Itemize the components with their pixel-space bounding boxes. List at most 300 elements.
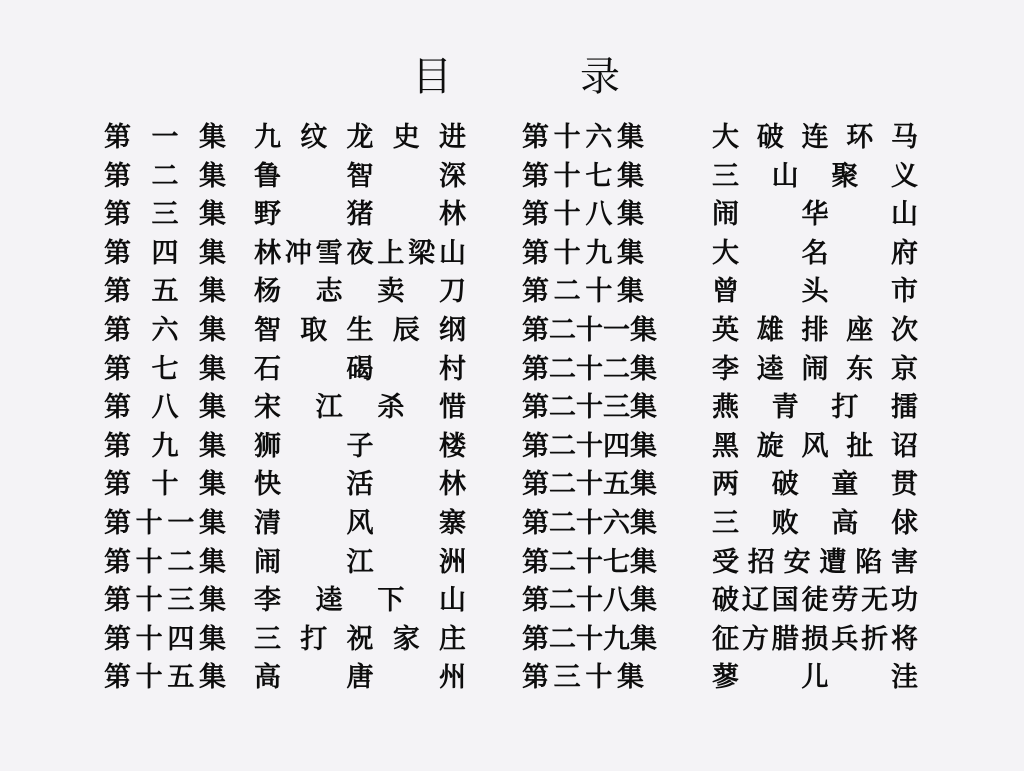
- episode-title-char: 将: [890, 623, 918, 655]
- episode-title-char: 儿: [801, 662, 829, 694]
- episode-title-char: 清: [254, 507, 281, 539]
- episode-number-char: 第: [104, 546, 131, 578]
- episode-title-char: 九: [254, 122, 281, 153]
- episode-number-char: 十: [135, 623, 163, 655]
- episode-number: [522, 505, 657, 543]
- episode-title-char: 折: [861, 623, 889, 655]
- episode-number-char: 八: [603, 585, 630, 617]
- episode-title: [254, 621, 466, 659]
- episode-title-char: 智: [254, 314, 281, 346]
- episode-title-char: 杨: [254, 276, 281, 308]
- episode-title-char: 遭: [819, 546, 847, 578]
- episode-title-char: 州: [439, 662, 466, 694]
- episode-number-char: 集: [616, 160, 644, 192]
- episode-title-char: 卖: [377, 276, 405, 308]
- episode-number-char: 二: [167, 546, 195, 578]
- episode-number-char: 集: [199, 392, 226, 424]
- episode-number-char: 第: [104, 199, 131, 231]
- episode-number-char: 三: [553, 662, 581, 694]
- episode-title-char: 害: [890, 546, 918, 578]
- episode-number-char: 集: [630, 507, 657, 539]
- episode-number-char: 二: [549, 314, 576, 346]
- episode-title-char: 杀: [377, 392, 405, 424]
- episode-title-char: 上: [377, 237, 405, 269]
- episode-number-char: 集: [630, 430, 657, 462]
- episode-number-char: 第: [104, 122, 131, 153]
- episode-title: [712, 351, 918, 389]
- episode-number-char: 第: [104, 662, 131, 694]
- episode-title-char: 东: [846, 353, 874, 385]
- episode-title-char: 取: [300, 314, 328, 346]
- episode-title-char: 夜: [346, 237, 374, 269]
- episode-number-char: 十: [576, 392, 603, 424]
- episode-number-char: 七: [585, 160, 613, 192]
- episode-title-char: 冲: [284, 237, 312, 269]
- episode-title-char: 陷: [855, 546, 883, 578]
- episode-title-char: 国: [771, 585, 799, 617]
- episode-title-char: 曾: [712, 276, 739, 308]
- episode-title-char: 打: [831, 392, 859, 424]
- episode-number-char: 集: [199, 276, 226, 308]
- episode-number: [104, 466, 226, 504]
- episode-title-char: 华: [801, 199, 829, 231]
- episode-number-char: 第: [522, 276, 549, 308]
- episode-number-char: 第: [522, 199, 549, 231]
- episode-title-char: 狮: [254, 430, 281, 462]
- episode-title-char: 青: [771, 392, 799, 424]
- episode-title-char: 环: [846, 122, 874, 153]
- episode-title-char: 闹: [801, 353, 829, 385]
- title-char-1: 目: [412, 54, 452, 100]
- episode-number-char: 集: [199, 237, 226, 269]
- episode-number: [104, 158, 226, 196]
- episode-number-char: 第: [104, 314, 131, 346]
- episode-number-char: 二: [553, 276, 581, 308]
- episode-number-char: 十: [135, 507, 163, 539]
- episode-title: [254, 273, 466, 311]
- episode-number: [104, 235, 226, 273]
- episode-number-char: 集: [198, 623, 226, 655]
- episode-title: [712, 235, 918, 273]
- episode-number-char: 集: [630, 623, 657, 655]
- episode-number-char: 第: [522, 237, 549, 269]
- episode-number-char: 二: [151, 160, 179, 192]
- episode-title-char: 石: [254, 353, 281, 385]
- episode-title-char: 擂: [890, 392, 918, 424]
- episode-title-char: 徒: [801, 585, 829, 617]
- episode-title-char: 三: [712, 507, 739, 539]
- episode-number-char: 第: [522, 469, 549, 501]
- episode-title-char: 连: [801, 122, 829, 153]
- episode-title-char: 蓼: [712, 662, 739, 694]
- episode-number-char: 集: [630, 353, 657, 385]
- episode-title-char: 两: [712, 469, 739, 501]
- episode-number-char: 十: [576, 623, 603, 655]
- episode-title: [712, 312, 918, 350]
- episode-title-char: 旋: [756, 430, 784, 462]
- episode-title: [254, 582, 466, 620]
- episode-number-char: 第: [104, 623, 131, 655]
- episode-number-char: 第: [522, 430, 549, 462]
- episode-number-char: 十: [576, 430, 603, 462]
- episode-number-char: 二: [603, 353, 630, 385]
- episode-number-char: 第: [522, 585, 549, 617]
- episode-number-char: 八: [585, 199, 613, 231]
- episode-title-char: 兵: [831, 623, 859, 655]
- episode-number-char: 第: [104, 507, 131, 539]
- episode-title-char: 纲: [439, 314, 466, 346]
- episode-number-char: 集: [199, 469, 226, 501]
- episode-title-char: 风: [801, 430, 829, 462]
- episode-number: [522, 119, 644, 157]
- episode-number: [104, 389, 226, 427]
- episode-number-char: 二: [549, 353, 576, 385]
- episode-number-char: 集: [198, 585, 226, 617]
- episode-number-char: 二: [549, 585, 576, 617]
- episode-number: [104, 544, 226, 582]
- episode-title-char: 受: [712, 546, 739, 578]
- episode-number-char: 集: [198, 546, 226, 578]
- episode-title-char: 纹: [300, 122, 328, 153]
- episode-title: [712, 505, 918, 543]
- episode-number-char: 七: [603, 546, 630, 578]
- episode-title-char: 雄: [756, 314, 784, 346]
- episode-number-char: 十: [135, 585, 163, 617]
- episode-title-char: 腊: [771, 623, 799, 655]
- episode-title-char: 高: [831, 507, 859, 539]
- episode-number-char: 四: [151, 237, 179, 269]
- episode-number: [522, 351, 657, 389]
- episode-number-char: 集: [616, 276, 644, 308]
- episode-title-char: 寨: [439, 507, 466, 539]
- episode-title-char: 招: [747, 546, 775, 578]
- episode-title-char: 贯: [890, 469, 918, 501]
- episode-title-char: 活: [346, 469, 374, 501]
- episode-number-char: 十: [576, 314, 603, 346]
- episode-title-char: 林: [254, 237, 281, 269]
- episode-title: [712, 428, 918, 466]
- episode-number-char: 十: [553, 160, 581, 192]
- episode-number: [522, 235, 644, 273]
- episode-title-char: 雪: [315, 237, 343, 269]
- episode-number-char: 九: [151, 430, 179, 462]
- episode-title-char: 志: [315, 276, 343, 308]
- episode-title-char: 智: [346, 160, 374, 192]
- episode-number: [104, 312, 226, 350]
- episode-number-char: 一: [167, 507, 195, 539]
- episode-number-char: 十: [553, 237, 581, 269]
- episode-title: [712, 158, 918, 196]
- episode-number: [104, 621, 226, 659]
- episode-number-char: 第: [104, 237, 131, 269]
- episode-title-char: 闹: [254, 546, 281, 578]
- episode-title-char: 京: [891, 353, 918, 385]
- episode-number: [104, 582, 226, 620]
- episode-number-char: 第: [522, 392, 549, 424]
- episode-title-char: 祝: [346, 623, 374, 655]
- episode-title: [712, 466, 918, 504]
- episode-number: [522, 544, 657, 582]
- episode-number-char: 三: [151, 199, 179, 231]
- episode-number-char: 第: [104, 353, 131, 385]
- episode-number-char: 二: [549, 623, 576, 655]
- episode-number-char: 十: [576, 507, 603, 539]
- episode-title-char: 无: [861, 585, 889, 617]
- episode-number-char: 十: [585, 276, 613, 308]
- episode-title-char: 江: [315, 392, 343, 424]
- episode-title-char: 深: [439, 160, 466, 192]
- episode-number-char: 集: [616, 237, 644, 269]
- episode-title-char: 名: [801, 237, 829, 269]
- episode-number-char: 集: [616, 199, 644, 231]
- episode-number: [104, 659, 226, 697]
- episode-number-char: 九: [585, 237, 613, 269]
- episode-number: [104, 351, 226, 389]
- episode-title-char: 功: [890, 585, 918, 617]
- episode-number-char: 二: [549, 546, 576, 578]
- episode-title-char: 惜: [438, 392, 466, 424]
- episode-title-char: 风: [346, 507, 374, 539]
- episode-title-char: 头: [801, 276, 829, 308]
- episode-title-char: 燕: [712, 392, 739, 424]
- episode-number-char: 集: [616, 122, 644, 153]
- episode-title-char: 宋: [254, 392, 281, 424]
- episode-number-char: 一: [151, 122, 179, 153]
- episode-number-char: 集: [630, 392, 657, 424]
- episode-title: [254, 659, 466, 697]
- episode-number-char: 第: [522, 623, 549, 655]
- episode-title-char: 唐: [346, 662, 374, 694]
- episode-title-char: 快: [254, 469, 281, 501]
- episode-number-char: 第: [104, 469, 131, 501]
- episode-number-char: 集: [630, 314, 657, 346]
- episode-number-char: 集: [199, 314, 226, 346]
- episode-number-char: 第: [522, 122, 549, 153]
- episode-title-char: 扯: [846, 430, 874, 462]
- episode-number-char: 五: [151, 276, 179, 308]
- episode-title: [254, 312, 466, 350]
- episode-title-char: 破: [771, 469, 799, 501]
- episode-number-char: 集: [630, 469, 657, 501]
- episode-title-char: 三: [712, 160, 739, 192]
- episode-title: [712, 621, 918, 659]
- episode-title: [254, 544, 466, 582]
- episode-number-char: 九: [603, 623, 630, 655]
- episode-number-char: 十: [151, 469, 179, 501]
- episode-title-char: 破: [712, 585, 739, 617]
- episode-number-char: 八: [151, 392, 179, 424]
- episode-title-char: 楼: [439, 430, 466, 462]
- episode-number-char: 第: [522, 546, 549, 578]
- episode-title-char: 李: [712, 353, 739, 385]
- episode-number-char: 三: [603, 392, 630, 424]
- episode-number: [104, 273, 226, 311]
- episode-title-char: 下: [377, 585, 405, 617]
- episode-number-char: 十: [553, 199, 581, 231]
- episode-number-char: 第: [522, 662, 549, 694]
- episode-number: [522, 659, 644, 697]
- episode-title-char: 洼: [891, 662, 918, 694]
- episode-number-char: 集: [199, 353, 226, 385]
- episode-number: [522, 196, 644, 234]
- episode-title: [254, 196, 466, 234]
- episode-number-char: 十: [135, 662, 163, 694]
- episode-title-char: 逵: [315, 585, 343, 617]
- episode-number-char: 二: [549, 392, 576, 424]
- episode-number-char: 集: [630, 585, 657, 617]
- episode-number: [522, 389, 657, 427]
- episode-title: [712, 389, 918, 427]
- episode-title: [254, 119, 466, 157]
- episode-title-char: 梁: [408, 237, 436, 269]
- episode-number-char: 十: [585, 662, 613, 694]
- episode-title-char: 辰: [392, 314, 420, 346]
- episode-number-char: 六: [585, 122, 613, 153]
- episode-title-char: 破: [756, 122, 784, 153]
- episode-title-char: 损: [801, 623, 829, 655]
- episode-number-char: 集: [199, 122, 226, 153]
- episode-title-char: 生: [346, 314, 374, 346]
- episode-title-char: 江: [346, 546, 374, 578]
- episode-title-char: 村: [439, 353, 466, 385]
- episode-title-char: 安: [783, 546, 811, 578]
- episode-title: [712, 273, 918, 311]
- episode-number-char: 集: [616, 662, 644, 694]
- episode-number-char: 六: [603, 507, 630, 539]
- episode-number-char: 二: [549, 430, 576, 462]
- episode-number-char: 五: [603, 469, 630, 501]
- episode-title-char: 鲁: [254, 160, 281, 192]
- episode-title-char: 家: [392, 623, 420, 655]
- episode-title-char: 市: [891, 276, 918, 308]
- episode-number-char: 第: [522, 353, 549, 385]
- episode-title: [712, 196, 918, 234]
- episode-title: [712, 582, 918, 620]
- episode-title: [254, 351, 466, 389]
- episode-number-char: 第: [522, 160, 549, 192]
- episode-title-char: 山: [438, 237, 466, 269]
- episode-title-char: 劳: [831, 585, 859, 617]
- episode-number-char: 三: [167, 585, 195, 617]
- episode-number-char: 集: [199, 160, 226, 192]
- episode-title-char: 辽: [741, 585, 769, 617]
- episode-number-char: 第: [522, 314, 549, 346]
- episode-number: [104, 428, 226, 466]
- episode-title-char: 碣: [346, 353, 374, 385]
- episode-number: [522, 621, 657, 659]
- episode-number-char: 集: [630, 546, 657, 578]
- episode-number-char: 六: [151, 314, 179, 346]
- episode-number-char: 十: [576, 353, 603, 385]
- episode-title-char: 庄: [439, 623, 466, 655]
- episode-title-char: 座: [846, 314, 874, 346]
- episode-number-char: 二: [549, 507, 576, 539]
- episode-title: [254, 158, 466, 196]
- episode-title-char: 黑: [712, 430, 739, 462]
- episode-title-char: 打: [300, 623, 328, 655]
- episode-number-char: 十: [576, 469, 603, 501]
- episode-title-char: 府: [891, 237, 918, 269]
- episode-title: [254, 428, 466, 466]
- episode-number-char: 一: [603, 314, 630, 346]
- episode-number: [104, 119, 226, 157]
- episode-title-char: 败: [771, 507, 799, 539]
- episode-number-char: 第: [104, 392, 131, 424]
- episode-number-char: 二: [549, 469, 576, 501]
- episode-number-char: 集: [198, 662, 226, 694]
- episode-number-char: 第: [522, 507, 549, 539]
- episode-title-char: 大: [712, 122, 739, 153]
- episode-number-char: 集: [198, 507, 226, 539]
- episode-title-char: 史: [392, 122, 420, 153]
- episode-number-char: 第: [104, 585, 131, 617]
- episode-title-char: 聚: [831, 160, 859, 192]
- episode-title-char: 李: [254, 585, 281, 617]
- episode-title-char: 猪: [346, 199, 374, 231]
- episode-title-char: 山: [771, 160, 799, 192]
- episode-title-char: 童: [831, 469, 859, 501]
- episode-number-char: 五: [167, 662, 195, 694]
- episode-number-char: 四: [167, 623, 195, 655]
- episode-number-char: 第: [104, 160, 131, 192]
- episode-title-char: 山: [891, 199, 918, 231]
- episode-title: [254, 505, 466, 543]
- episode-title-char: 洲: [439, 546, 466, 578]
- episode-title-char: 三: [254, 623, 281, 655]
- episode-title-char: 俅: [890, 507, 918, 539]
- episode-number: [104, 196, 226, 234]
- episode-number-char: 十: [553, 122, 581, 153]
- episode-number-char: 第: [104, 430, 131, 462]
- episode-number: [522, 158, 644, 196]
- episode-number-char: 集: [199, 430, 226, 462]
- episode-title-char: 林: [439, 199, 466, 231]
- episode-title-char: 马: [891, 122, 918, 153]
- episode-number: [522, 312, 657, 350]
- episode-title-char: 刀: [438, 276, 466, 308]
- episode-number: [104, 505, 226, 543]
- episode-number: [522, 273, 644, 311]
- episode-title-char: 进: [439, 122, 466, 153]
- episode-title-char: 山: [438, 585, 466, 617]
- episode-title-char: 逵: [756, 353, 784, 385]
- episode-number: [522, 582, 657, 620]
- episode-title-char: 大: [712, 237, 739, 269]
- episode-title-char: 义: [890, 160, 918, 192]
- episode-number: [522, 428, 657, 466]
- episode-title-char: 次: [891, 314, 918, 346]
- episode-title-char: 子: [346, 430, 374, 462]
- episode-title-char: 征: [712, 623, 739, 655]
- episode-title: [712, 659, 918, 697]
- episode-title-char: 闹: [712, 199, 739, 231]
- episode-number-char: 十: [576, 585, 603, 617]
- episode-title: [254, 235, 466, 273]
- episode-title: [712, 544, 918, 582]
- episode-title-char: 排: [801, 314, 829, 346]
- episode-number-char: 十: [135, 546, 163, 578]
- episode-title-char: 龙: [346, 122, 374, 153]
- episode-title-char: 高: [254, 662, 281, 694]
- episode-title: [254, 466, 466, 504]
- episode-number-char: 第: [104, 276, 131, 308]
- episode-number-char: 集: [199, 199, 226, 231]
- episode-number: [522, 466, 657, 504]
- episode-title-char: 方: [741, 623, 769, 655]
- episode-number-char: 四: [603, 430, 630, 462]
- title-char-2: 录: [580, 54, 620, 100]
- episode-title: [254, 389, 466, 427]
